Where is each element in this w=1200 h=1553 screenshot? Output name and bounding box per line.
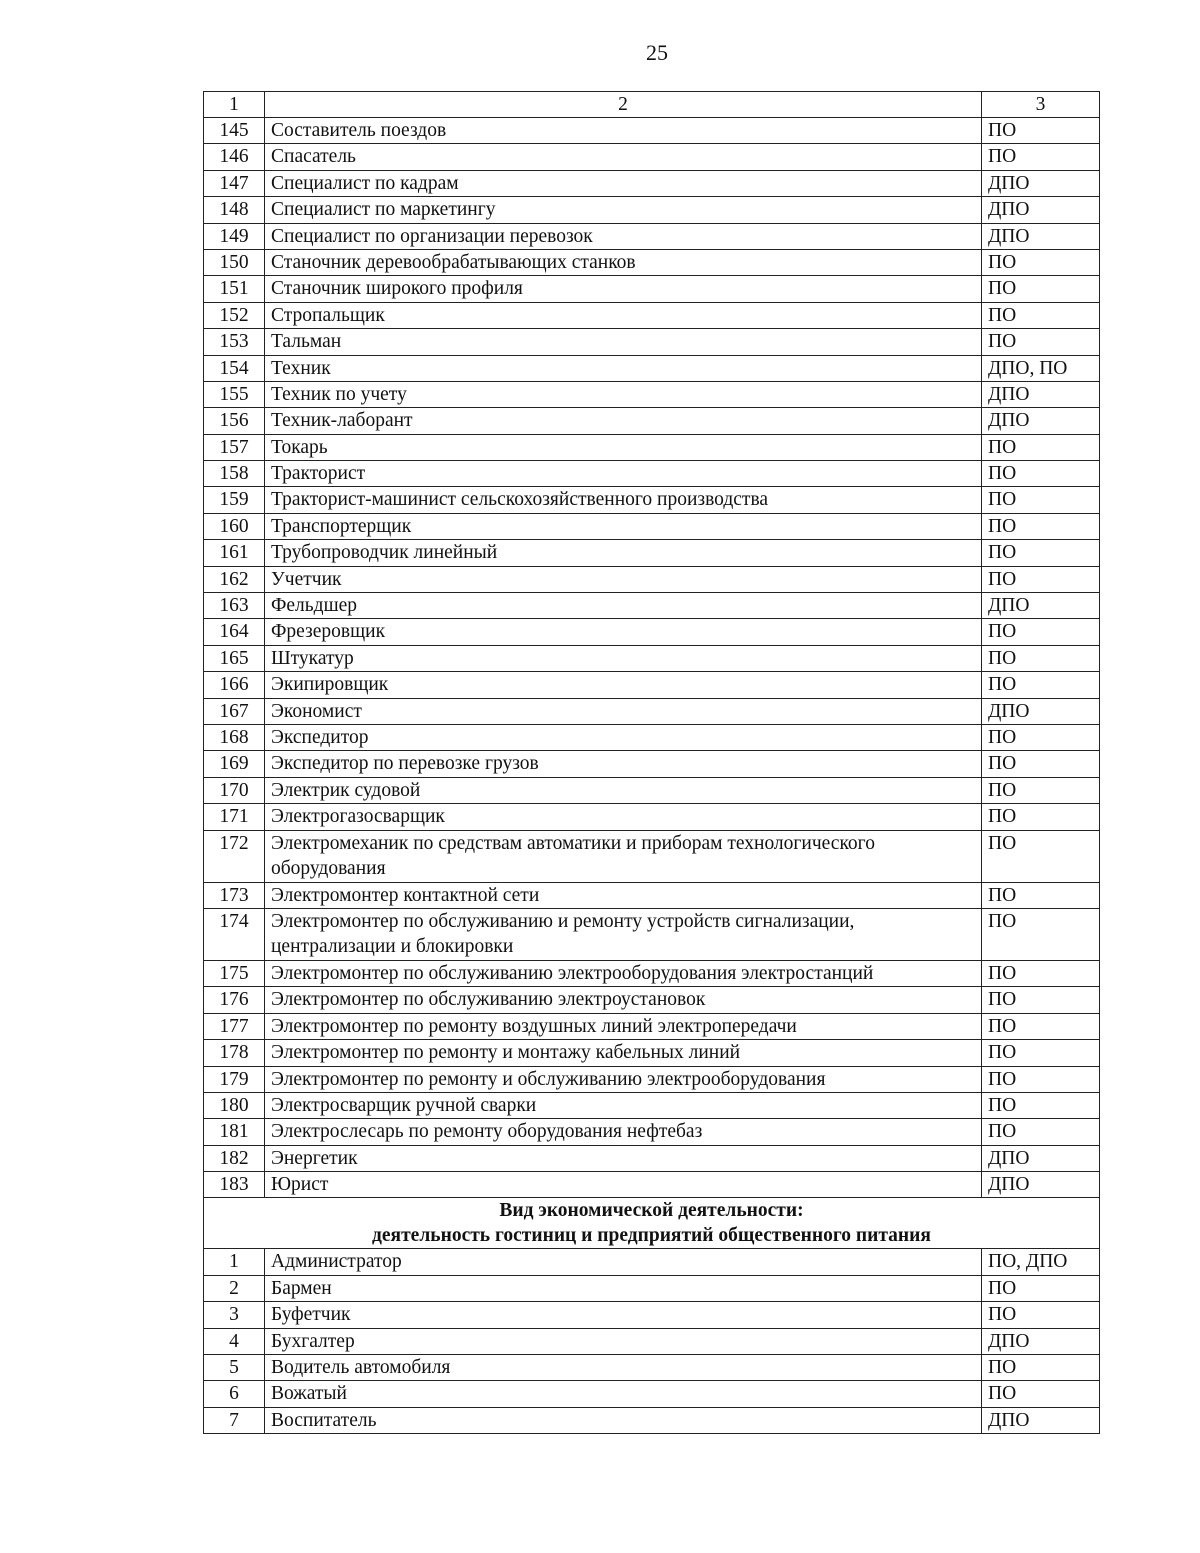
table-row bbox=[204, 197, 1100, 223]
row-education-type: ДПО bbox=[982, 1407, 1100, 1433]
row-number: 169 bbox=[204, 751, 265, 777]
column-header-3: 3 bbox=[982, 92, 1100, 118]
row-profession: Фрезеровщик bbox=[265, 619, 982, 645]
table-row bbox=[204, 355, 1100, 381]
row-profession: Электромонтер по ремонту и монтажу кабельных линий bbox=[265, 1040, 982, 1066]
row-profession: Станочник деревообрабатывающих станков bbox=[265, 249, 982, 275]
row-profession: Специалист по маркетингу bbox=[265, 197, 982, 223]
row-education-type: ПО bbox=[982, 987, 1100, 1013]
table-row bbox=[204, 698, 1100, 724]
page-number: 25 bbox=[646, 40, 668, 65]
row-number: 168 bbox=[204, 724, 265, 750]
row-number: 150 bbox=[204, 249, 265, 275]
section-heading-line1: Вид экономической деятельности: bbox=[499, 1200, 804, 1222]
row-education-type: ПО bbox=[982, 487, 1100, 513]
table-row bbox=[204, 1092, 1100, 1118]
row-profession: Электромеханик по средствам автоматики и приборам технологического оборудования bbox=[265, 830, 982, 882]
row-profession: Экипировщик bbox=[265, 672, 982, 698]
row-number: 171 bbox=[204, 804, 265, 830]
row-education-type: ПО bbox=[982, 882, 1100, 908]
row-education-type: ПО bbox=[982, 751, 1100, 777]
row-number: 178 bbox=[204, 1040, 265, 1066]
table-row bbox=[204, 461, 1100, 487]
row-profession: Электромонтер по ремонту воздушных линий электропередачи bbox=[265, 1013, 982, 1039]
row-number: 177 bbox=[204, 1013, 265, 1039]
table-row bbox=[204, 1381, 1100, 1407]
table-row bbox=[204, 1040, 1100, 1066]
row-number: 174 bbox=[204, 908, 265, 960]
row-number: 172 bbox=[204, 830, 265, 882]
row-profession: Электрик судовой bbox=[265, 777, 982, 803]
row-education-type: ДПО bbox=[982, 223, 1100, 249]
row-education-type: ДПО bbox=[982, 1328, 1100, 1354]
row-profession: Транспортерщик bbox=[265, 513, 982, 539]
row-education-type: ПО bbox=[982, 619, 1100, 645]
row-profession: Воспитатель bbox=[265, 1407, 982, 1433]
row-profession: Тальман bbox=[265, 329, 982, 355]
row-profession: Администратор bbox=[265, 1249, 982, 1275]
row-number: 183 bbox=[204, 1172, 265, 1198]
row-number: 6 bbox=[204, 1381, 265, 1407]
table-row bbox=[204, 1066, 1100, 1092]
row-profession: Тракторист bbox=[265, 461, 982, 487]
row-profession: Юрист bbox=[265, 1172, 982, 1198]
row-number: 149 bbox=[204, 223, 265, 249]
row-education-type: ДПО bbox=[982, 1145, 1100, 1171]
row-education-type: ПО bbox=[982, 645, 1100, 671]
row-profession: Экономист bbox=[265, 698, 982, 724]
row-profession: Электромонтер по обслуживанию электрооборудования электростанций bbox=[265, 960, 982, 986]
row-education-type: ДПО bbox=[982, 408, 1100, 434]
table-row bbox=[204, 144, 1100, 170]
row-number: 160 bbox=[204, 513, 265, 539]
row-profession: Бармен bbox=[265, 1275, 982, 1301]
row-number: 173 bbox=[204, 882, 265, 908]
table-row bbox=[204, 1119, 1100, 1145]
table-row bbox=[204, 804, 1100, 830]
table-row bbox=[204, 513, 1100, 539]
row-number: 176 bbox=[204, 987, 265, 1013]
section-header-row bbox=[204, 1198, 1100, 1249]
row-education-type: ПО bbox=[982, 1013, 1100, 1039]
row-profession: Бухгалтер bbox=[265, 1328, 982, 1354]
row-profession: Электромонтер контактной сети bbox=[265, 882, 982, 908]
row-profession: Фельдшер bbox=[265, 593, 982, 619]
table-row bbox=[204, 1249, 1100, 1275]
row-profession: Тракторист-машинист сельскохозяйственного производства bbox=[265, 487, 982, 513]
row-number: 180 bbox=[204, 1092, 265, 1118]
table-row bbox=[204, 170, 1100, 196]
row-profession: Штукатур bbox=[265, 645, 982, 671]
row-education-type: ДПО bbox=[982, 698, 1100, 724]
table-row bbox=[204, 830, 1100, 882]
row-education-type: ПО bbox=[982, 540, 1100, 566]
row-education-type: ПО, ДПО bbox=[982, 1249, 1100, 1275]
table-row bbox=[204, 1355, 1100, 1381]
row-number: 175 bbox=[204, 960, 265, 986]
table-header-row bbox=[204, 92, 1100, 118]
table-row bbox=[204, 408, 1100, 434]
table-row bbox=[204, 593, 1100, 619]
row-number: 155 bbox=[204, 381, 265, 407]
row-number: 165 bbox=[204, 645, 265, 671]
row-number: 166 bbox=[204, 672, 265, 698]
row-number: 162 bbox=[204, 566, 265, 592]
table-row bbox=[204, 487, 1100, 513]
row-education-type: ПО bbox=[982, 672, 1100, 698]
table-row bbox=[204, 1172, 1100, 1198]
column-header-2: 2 bbox=[265, 92, 982, 118]
row-education-type: ПО bbox=[982, 1119, 1100, 1145]
row-education-type: ДПО bbox=[982, 1172, 1100, 1198]
row-profession: Вожатый bbox=[265, 1381, 982, 1407]
row-profession: Спасатель bbox=[265, 144, 982, 170]
table-row bbox=[204, 1145, 1100, 1171]
row-profession: Техник bbox=[265, 355, 982, 381]
row-number: 5 bbox=[204, 1355, 265, 1381]
row-education-type: ПО bbox=[982, 566, 1100, 592]
table-row bbox=[204, 1407, 1100, 1433]
row-profession: Техник по учету bbox=[265, 381, 982, 407]
row-number: 181 bbox=[204, 1119, 265, 1145]
row-education-type: ПО bbox=[982, 513, 1100, 539]
table-row bbox=[204, 302, 1100, 328]
row-education-type: ПО bbox=[982, 461, 1100, 487]
table-row bbox=[204, 987, 1100, 1013]
row-number: 156 bbox=[204, 408, 265, 434]
row-education-type: ПО bbox=[982, 1355, 1100, 1381]
row-number: 145 bbox=[204, 118, 265, 144]
row-education-type: ПО bbox=[982, 1040, 1100, 1066]
row-education-type: ПО bbox=[982, 1066, 1100, 1092]
row-education-type: ПО bbox=[982, 1092, 1100, 1118]
row-number: 157 bbox=[204, 434, 265, 460]
row-profession: Трубопроводчик линейный bbox=[265, 540, 982, 566]
row-education-type: ПО bbox=[982, 302, 1100, 328]
row-education-type: ПО bbox=[982, 908, 1100, 960]
row-profession: Электрослесарь по ремонту оборудования нефтебаз bbox=[265, 1119, 982, 1145]
row-number: 153 bbox=[204, 329, 265, 355]
table-row bbox=[204, 1302, 1100, 1328]
row-number: 182 bbox=[204, 1145, 265, 1171]
row-profession: Буфетчик bbox=[265, 1302, 982, 1328]
table-row bbox=[204, 1328, 1100, 1354]
row-number: 1 bbox=[204, 1249, 265, 1275]
row-profession: Электросварщик ручной сварки bbox=[265, 1092, 982, 1118]
row-education-type: ПО bbox=[982, 434, 1100, 460]
row-profession: Специалист по организации перевозок bbox=[265, 223, 982, 249]
section-heading bbox=[204, 1198, 1100, 1249]
row-number: 147 bbox=[204, 170, 265, 196]
row-education-type: ПО bbox=[982, 249, 1100, 275]
row-profession: Электрогазосварщик bbox=[265, 804, 982, 830]
table-row bbox=[204, 118, 1100, 144]
row-education-type: ПО bbox=[982, 830, 1100, 882]
row-profession: Электромонтер по ремонту и обслуживанию электрооборудования bbox=[265, 1066, 982, 1092]
row-profession: Стропальщик bbox=[265, 302, 982, 328]
table-row bbox=[204, 249, 1100, 275]
row-number: 159 bbox=[204, 487, 265, 513]
row-education-type: ПО bbox=[982, 777, 1100, 803]
table-row bbox=[204, 1275, 1100, 1301]
row-profession: Учетчик bbox=[265, 566, 982, 592]
table-row bbox=[204, 434, 1100, 460]
table-row bbox=[204, 381, 1100, 407]
table-row bbox=[204, 724, 1100, 750]
row-number: 4 bbox=[204, 1328, 265, 1354]
row-education-type: ПО bbox=[982, 144, 1100, 170]
table-row bbox=[204, 223, 1100, 249]
row-profession: Водитель автомобиля bbox=[265, 1355, 982, 1381]
table-body bbox=[204, 92, 1100, 1434]
row-education-type: ДПО bbox=[982, 197, 1100, 223]
row-education-type: ПО bbox=[982, 276, 1100, 302]
table-row bbox=[204, 619, 1100, 645]
row-profession: Техник-лаборант bbox=[265, 408, 982, 434]
row-education-type: ДПО bbox=[982, 170, 1100, 196]
table-row bbox=[204, 672, 1100, 698]
row-number: 2 bbox=[204, 1275, 265, 1301]
table-row bbox=[204, 751, 1100, 777]
row-education-type: ПО bbox=[982, 724, 1100, 750]
row-education-type: ПО bbox=[982, 960, 1100, 986]
row-profession: Станочник широкого профиля bbox=[265, 276, 982, 302]
table-row bbox=[204, 329, 1100, 355]
row-number: 158 bbox=[204, 461, 265, 487]
section-heading-line2: деятельность гостиниц и предприятий общественного питания bbox=[372, 1225, 931, 1247]
professions-table bbox=[203, 91, 1100, 1434]
table-row bbox=[204, 960, 1100, 986]
row-education-type: ПО bbox=[982, 1302, 1100, 1328]
row-number: 7 bbox=[204, 1407, 265, 1433]
row-number: 3 bbox=[204, 1302, 265, 1328]
row-education-type: ДПО, ПО bbox=[982, 355, 1100, 381]
table-row bbox=[204, 882, 1100, 908]
row-number: 167 bbox=[204, 698, 265, 724]
row-number: 163 bbox=[204, 593, 265, 619]
row-education-type: ПО bbox=[982, 118, 1100, 144]
row-education-type: ПО bbox=[982, 1381, 1100, 1407]
row-number: 161 bbox=[204, 540, 265, 566]
table-row bbox=[204, 566, 1100, 592]
row-education-type: ДПО bbox=[982, 381, 1100, 407]
row-profession: Токарь bbox=[265, 434, 982, 460]
row-profession: Специалист по кадрам bbox=[265, 170, 982, 196]
row-profession: Экспедитор bbox=[265, 724, 982, 750]
table-row bbox=[204, 540, 1100, 566]
row-education-type: ПО bbox=[982, 1275, 1100, 1301]
row-profession: Экспедитор по перевозке грузов bbox=[265, 751, 982, 777]
row-profession: Электромонтер по обслуживанию и ремонту устройств сигнализации, централизации и блокировки bbox=[265, 908, 982, 960]
row-number: 164 bbox=[204, 619, 265, 645]
row-education-type: ПО bbox=[982, 804, 1100, 830]
row-number: 170 bbox=[204, 777, 265, 803]
table-row bbox=[204, 276, 1100, 302]
row-number: 148 bbox=[204, 197, 265, 223]
row-number: 151 bbox=[204, 276, 265, 302]
row-education-type: ДПО bbox=[982, 593, 1100, 619]
row-number: 152 bbox=[204, 302, 265, 328]
row-number: 179 bbox=[204, 1066, 265, 1092]
column-header-1: 1 bbox=[204, 92, 265, 118]
row-number: 154 bbox=[204, 355, 265, 381]
row-profession: Энергетик bbox=[265, 1145, 982, 1171]
table-row bbox=[204, 777, 1100, 803]
row-education-type: ПО bbox=[982, 329, 1100, 355]
table-row bbox=[204, 1013, 1100, 1039]
row-profession: Электромонтер по обслуживанию электроустановок bbox=[265, 987, 982, 1013]
table-row bbox=[204, 645, 1100, 671]
row-number: 146 bbox=[204, 144, 265, 170]
table-row bbox=[204, 908, 1100, 960]
row-profession: Составитель поездов bbox=[265, 118, 982, 144]
